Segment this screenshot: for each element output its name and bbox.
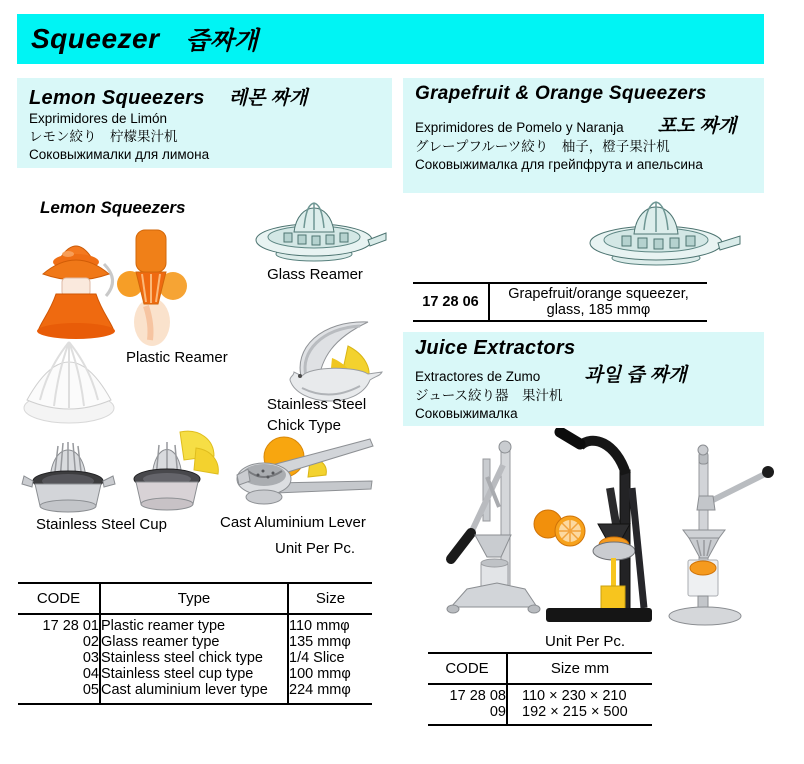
lever-label: Cast Aluminium Lever [220, 514, 366, 531]
chick-type-label-line1: Stainless Steel [267, 396, 367, 413]
steel-cup-label: Stainless Steel Cup [36, 516, 167, 533]
lemon-col-type: Type [100, 583, 288, 614]
table-row [18, 682, 372, 704]
item-type: Stainless steel chick type [100, 650, 288, 666]
juice-table [428, 652, 652, 726]
lemon-title: Lemon Squeezers [29, 87, 205, 109]
item-size: 110 × 230 × 210 [522, 688, 627, 704]
item-code: 09 [428, 704, 507, 725]
juice-table-header-row [428, 653, 652, 684]
grapefruit-title-korean: 포도 짜개 [657, 116, 737, 137]
juice-extractor-photo-3 [655, 444, 777, 634]
juice-subtitle-japanese-chinese: ジュース絞り器 果汁机 [415, 388, 563, 403]
plastic-reamer-label: Plastic Reamer [126, 349, 228, 366]
juice-title: Juice Extractors [415, 337, 576, 359]
grapefruit-title: Grapefruit & Orange Squeezers [415, 83, 707, 104]
item-type: Stainless steel cup type [100, 666, 288, 682]
white-reamer-photo [18, 338, 120, 428]
section-lemon-squeezers-panel [17, 78, 392, 168]
section-grapefruit-panel [403, 78, 764, 193]
item-description-line2: glass, 185 mmφ [546, 302, 651, 318]
grapefruit-subtitle-spanish: Exprimidores de Pomelo y Naranja [415, 120, 624, 135]
item-size: 192 × 215 × 500 [522, 704, 628, 720]
table-row [18, 614, 372, 634]
lemon-subtitle-japanese-chinese: レモン絞り 柠檬果汁机 [29, 129, 178, 144]
lemon-table-header-row [18, 583, 372, 614]
lemon-subtitle-russian: Соковыжималки для лимона [29, 147, 210, 162]
item-code: 04 [18, 666, 100, 682]
juice-col-size: Size mm [507, 653, 652, 684]
juice-extractor-photo-2 [540, 428, 658, 632]
item-size: 224 mmφ [289, 682, 351, 698]
table-row [428, 704, 652, 725]
item-description-line1: Grapefruit/orange squeezer, [508, 286, 689, 302]
item-code: 03 [18, 650, 100, 666]
juice-subtitle-spanish: Extractores de Zumo [415, 369, 541, 384]
steel-cup-photo-2 [118, 426, 224, 514]
lemon-gallery-title: Lemon Squeezers [40, 198, 186, 217]
lemon-table [18, 582, 372, 705]
juice-col-code: CODE [428, 653, 507, 684]
item-type: Glass reamer type [100, 634, 288, 650]
juice-unit-label: Unit Per Pc. [545, 633, 626, 650]
page-title-band [17, 14, 764, 64]
lemon-subtitle-spanish: Exprimidores de Limón [29, 111, 168, 126]
chick-type-label-line2: Chick Type [267, 417, 341, 434]
lever-squeezer-photo [224, 431, 376, 515]
item-size: 135 mmφ [289, 634, 351, 650]
lemon-col-size: Size [288, 583, 372, 614]
page-title: Squeezer [31, 23, 160, 54]
lemon-unit-label: Unit Per Pc. [275, 540, 356, 557]
grapefruit-subtitle-russian: Соковыжималка для грейпфрута и апельсина [415, 157, 703, 172]
item-size: 100 mmφ [289, 666, 351, 682]
glass-reamer-label: Glass Reamer [267, 266, 363, 283]
plastic-reamer-photo-1 [26, 230, 126, 340]
item-code: 02 [18, 634, 100, 650]
item-code: 05 [18, 682, 100, 704]
lemon-col-code: CODE [18, 583, 100, 614]
glass-reamer-photo [246, 188, 388, 264]
table-row [413, 283, 707, 321]
item-type: Plastic reamer type [100, 614, 288, 634]
chick-type-label [267, 394, 366, 436]
table-row [428, 684, 652, 704]
table-row [18, 650, 372, 666]
item-code: 17 28 08 [428, 684, 507, 704]
grapefruit-glass-squeezer-photo [578, 190, 743, 268]
item-size: 1/4 Slice [289, 650, 345, 666]
steel-cup-photo-1 [18, 432, 118, 514]
item-type: Cast aluminium lever type [100, 682, 288, 704]
item-size: 110 mmφ [289, 618, 350, 634]
table-row [18, 634, 372, 650]
juice-subtitle-russian: Соковыжималка [415, 406, 518, 421]
grapefruit-subtitle-japanese-chinese: グレープフルーツ絞り 柚子，橙子果汁机 [415, 139, 670, 154]
item-code: 17 28 01 [18, 614, 100, 634]
lemon-title-korean: 레몬 짜개 [228, 88, 308, 109]
juice-title-korean: 과일 즙 짜개 [584, 365, 687, 386]
section-juice-extractors-panel [403, 332, 764, 426]
page-title-korean: 즙짜개 [185, 27, 258, 55]
plastic-reamer-photo-2 [116, 224, 188, 348]
item-code: 17 28 06 [413, 283, 489, 321]
table-row [18, 666, 372, 682]
grapefruit-table [413, 282, 707, 322]
